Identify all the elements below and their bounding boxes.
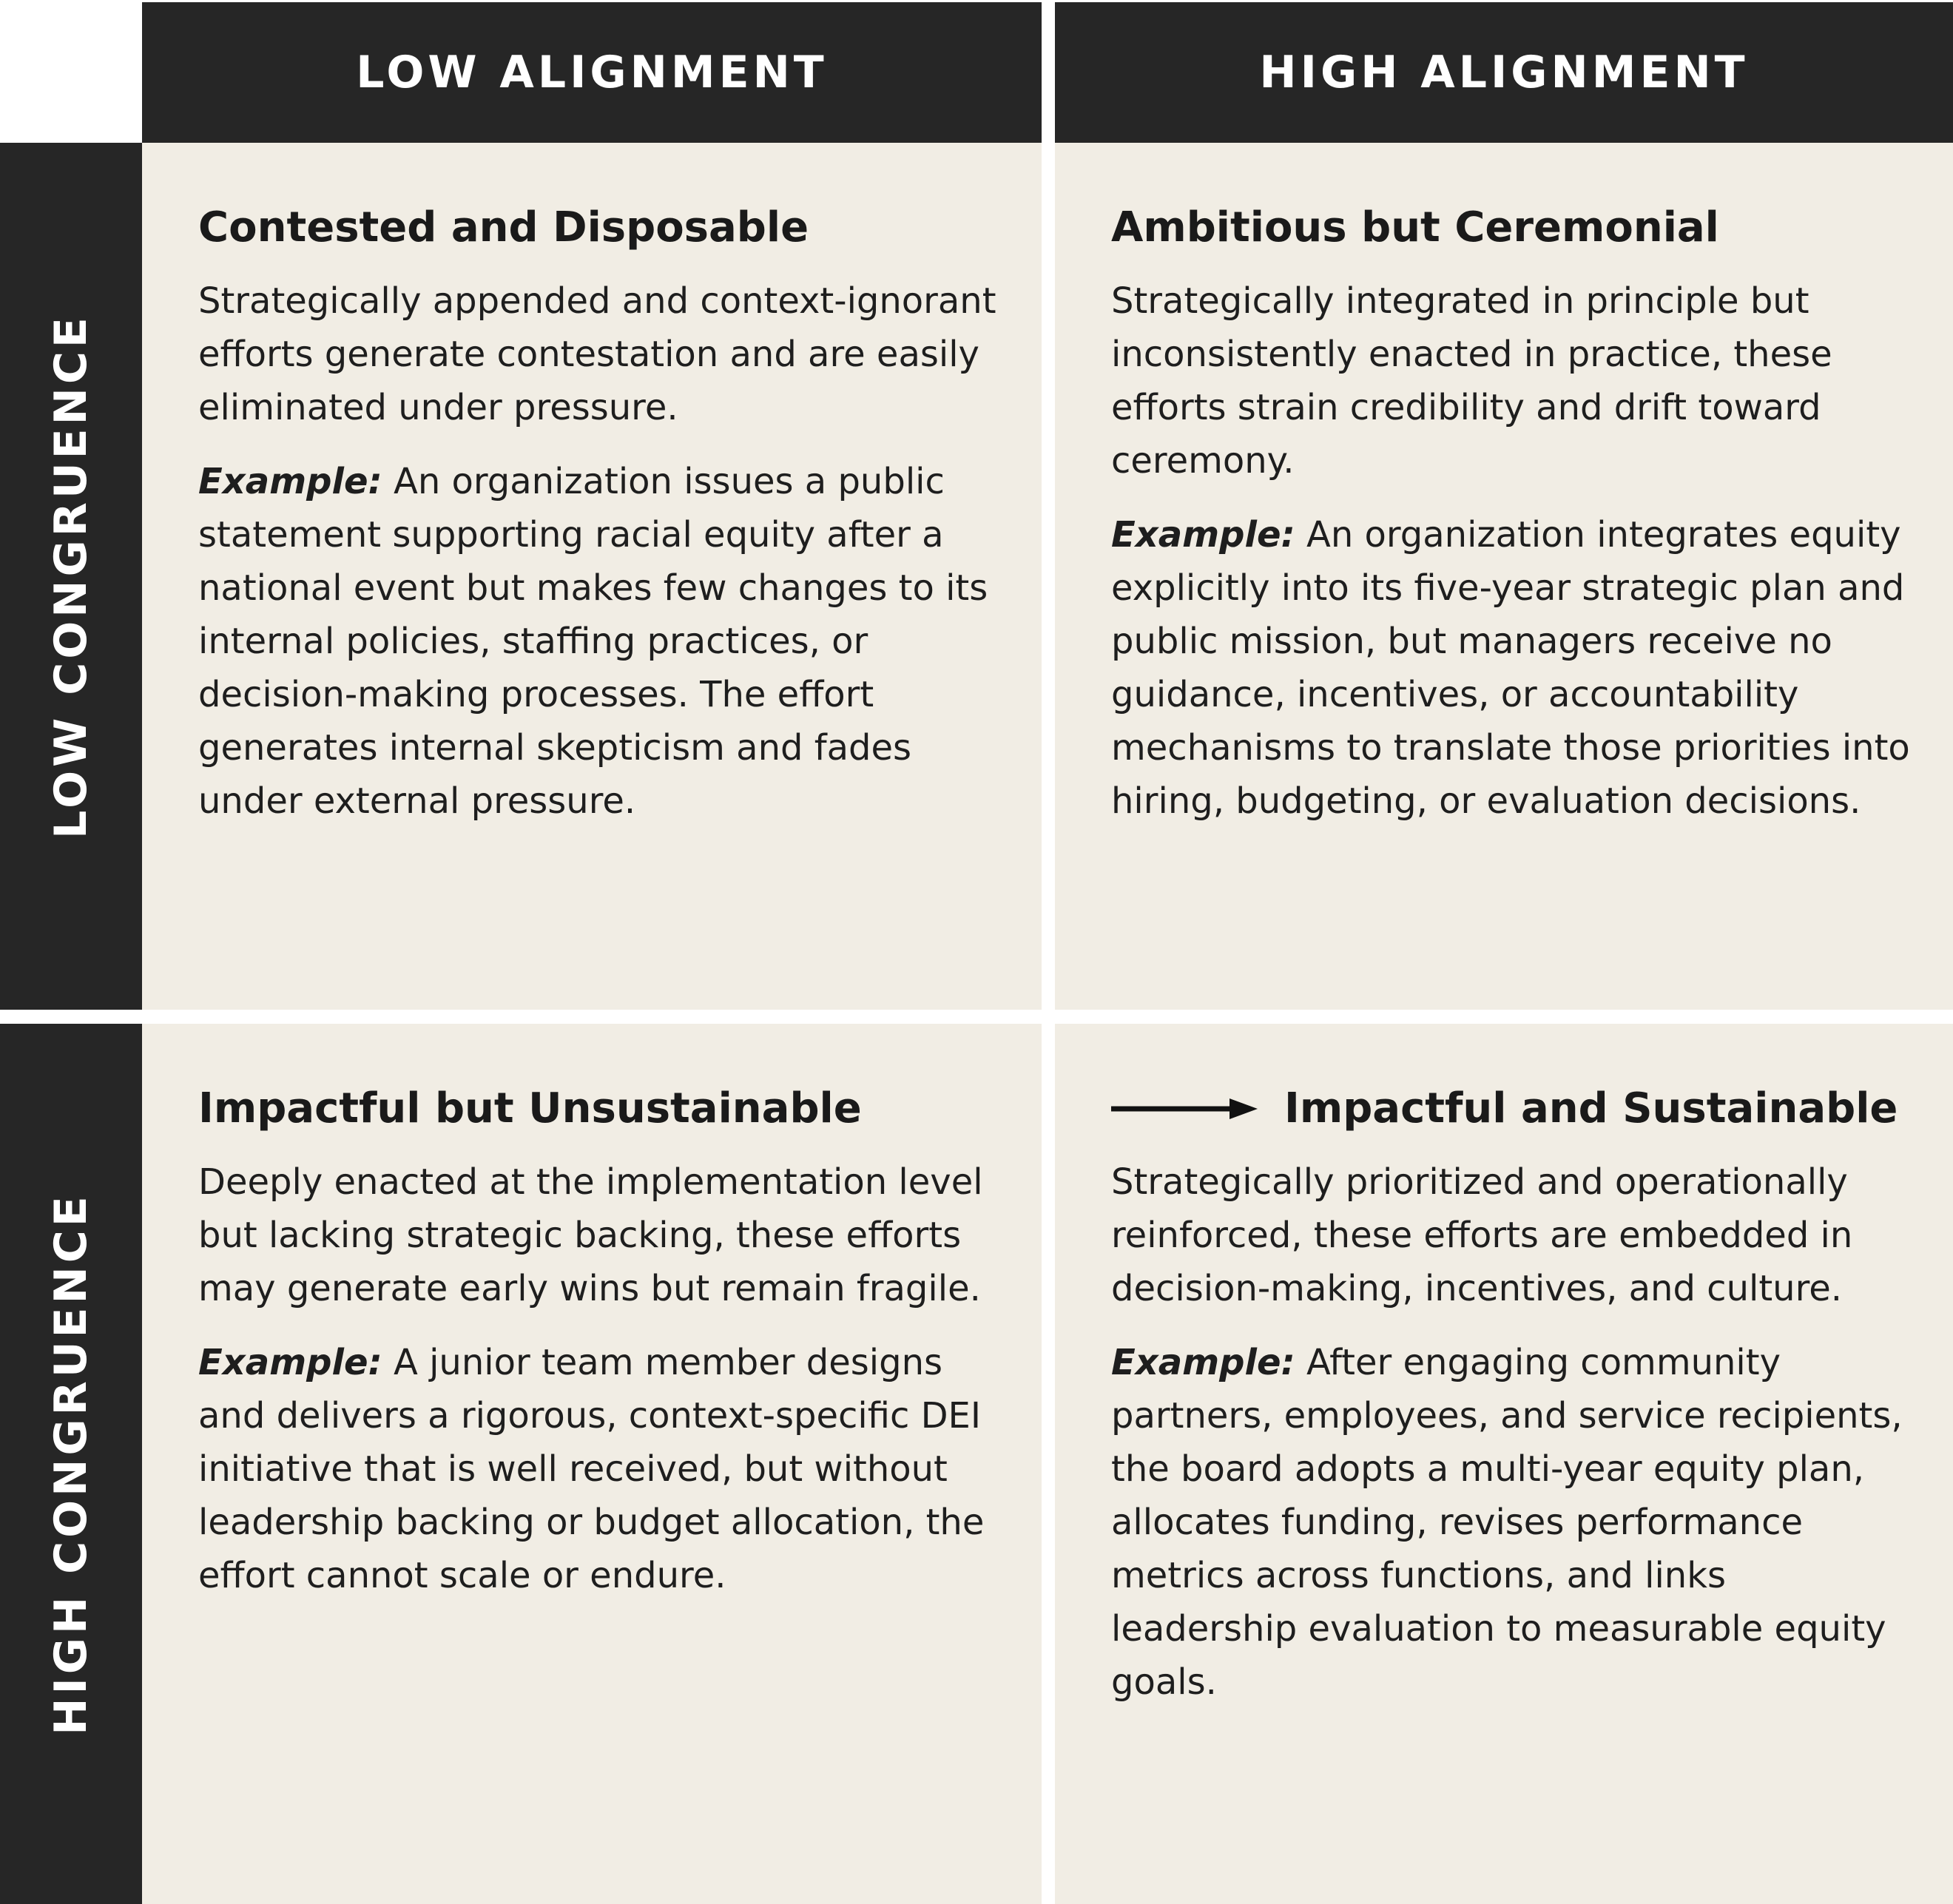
quadrant-example — [198, 1336, 1002, 1602]
example-label: Example: — [198, 1342, 382, 1383]
example-text: An organization integrates equity explicitly into its five-year strategic plan and public mission, but managers receive no guidance, incentives, or accountability mechanisms to translate those priorities into hiring, budgeting, or evaluation decisions. — [1111, 514, 1910, 822]
quadrant-title: Contested and Disposable — [198, 203, 809, 251]
row-header-label: LOW CONGRUENCE — [45, 314, 98, 839]
quadrant-example — [198, 455, 1002, 828]
example-label: Example: — [1111, 1342, 1295, 1383]
right-arrow-icon — [1111, 1094, 1259, 1124]
quadrant-contested-and-disposable — [142, 143, 1042, 1010]
example-text: An organization issues a public statement supporting racial equity after a national event but makes few changes to its internal policies, staffing practices, or decision-making processes. The effort generates internal skepticism and fades under external pressure. — [198, 461, 988, 822]
quadrant-example — [1111, 508, 1913, 828]
quadrant-description: Strategically prioritized and operationally reinforced, these efforts are embedded in decision-making, incentives, and culture. — [1111, 1161, 1853, 1309]
column-header-label: LOW ALIGNMENT — [356, 47, 828, 98]
example-text: A junior team member designs and delivers a rigorous, context-specific DEI initiative that is well received, but without leadership backing or budget allocation, the effort cannot scale or endure. — [198, 1342, 985, 1596]
example-label: Example: — [1111, 514, 1295, 556]
quadrant-title: Impactful but Unsustainable — [198, 1084, 862, 1132]
column-header-label: HIGH ALIGNMENT — [1259, 47, 1749, 98]
column-header-high-alignment — [1055, 2, 1953, 143]
quadrant-ambitious-but-ceremonial — [1055, 143, 1953, 1010]
quadrant-title-row — [1111, 1083, 1913, 1135]
row-header-low-congruence — [0, 143, 142, 1010]
quadrant-title: Ambitious but Ceremonial — [1111, 203, 1719, 251]
quadrant-title: Impactful and Sustainable — [1284, 1084, 1898, 1132]
quadrant-example — [1111, 1336, 1913, 1709]
quadrant-description: Strategically appended and context-ignorant efforts generate contestation and are easily eliminated under pressure. — [198, 280, 996, 428]
example-label: Example: — [198, 461, 382, 502]
quadrant-description: Strategically integrated in principle but inconsistently enacted in practice, these efforts strain credibility and drift toward ceremony. — [1111, 280, 1832, 482]
quadrant-impactful-and-sustainable — [1055, 1024, 1953, 1904]
row-header-high-congruence — [0, 1024, 142, 1904]
quadrant-description: Deeply enacted at the implementation level but lacking strategic backing, these efforts may generate early wins but remain fragile. — [198, 1161, 983, 1309]
quadrant-impactful-but-unsustainable — [142, 1024, 1042, 1904]
column-header-low-alignment — [142, 2, 1042, 143]
example-text: After engaging community partners, employees, and service recipients, the board adopts a multi-year equity plan, allocates funding, revises performance metrics across functions, and links leadership evaluation to measurable equity goals. — [1111, 1342, 1903, 1703]
row-header-label: HIGH CONGRUENCE — [45, 1192, 98, 1735]
